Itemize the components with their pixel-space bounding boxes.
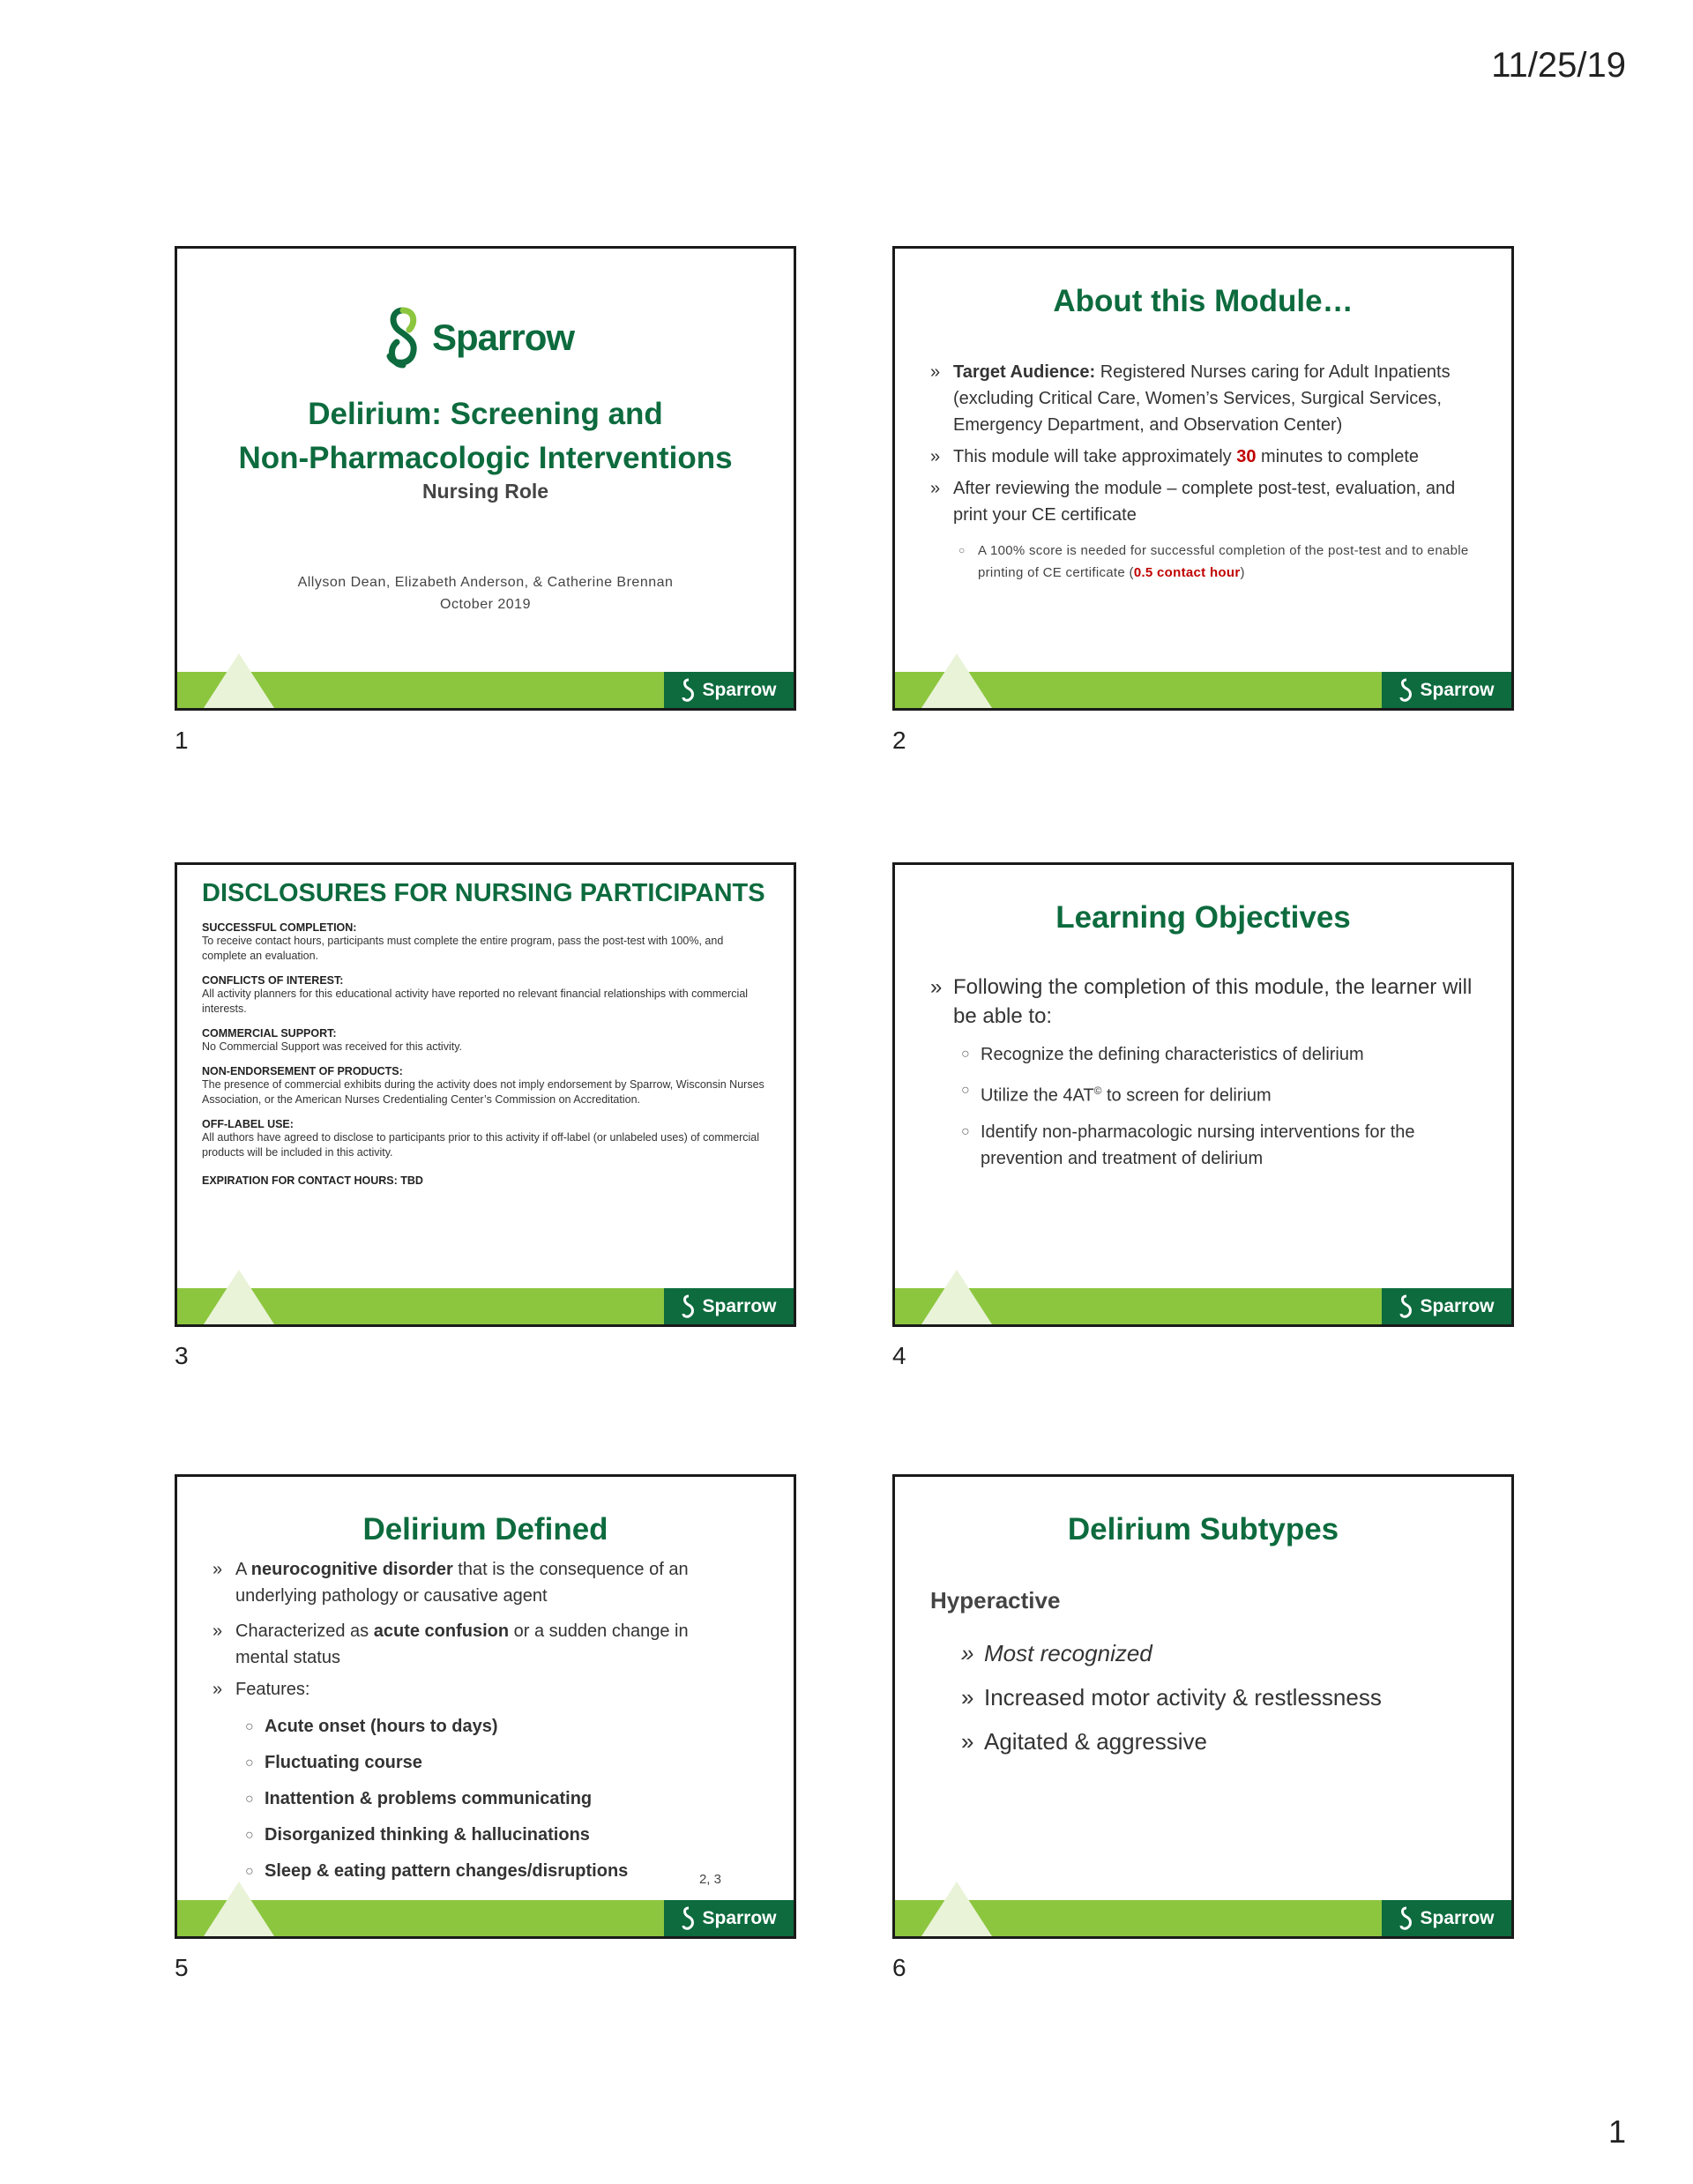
feature-item: ○ Acute onset (hours to days)	[245, 1709, 741, 1745]
bullet-duration: » This module will take approximately 30 minutes to complete	[930, 444, 1485, 470]
slide-4-title: Learning Objectives	[1055, 900, 1351, 935]
footer-logo: Sparrow	[664, 1900, 794, 1936]
slide-1-title-line1: Delirium: Screening and	[308, 397, 663, 431]
feature-item: ○ Sleep & eating pattern changes/disruptions	[245, 1853, 741, 1890]
slide-6-subtype: Hyperactive	[930, 1587, 1061, 1614]
disc-section: OFF-LABEL USE: All authors have agreed to disclose to participants prior to this activity if off-label (or unlabeled uses) of commercial products will be included in this activity.	[202, 1118, 760, 1159]
sparrow-logo	[383, 305, 574, 370]
slide-5	[175, 1474, 796, 1939]
footer-logo: Sparrow	[1382, 672, 1511, 708]
pillars-badge-icon	[921, 1270, 992, 1324]
bullet-after-review: » After reviewing the module – complete post-test, evaluation, and print your CE certificate	[930, 475, 1485, 528]
sparrow-mark-icon	[1398, 678, 1414, 703]
sparrow-mark-icon	[681, 1294, 697, 1319]
objective-item: ○ Identify non-pharmacologic nursing interventions for the prevention and treatment of delirium	[961, 1119, 1476, 1172]
feature-item: ○ Inattention & problems communicating	[245, 1781, 741, 1817]
slide-5-number: 5	[175, 1954, 189, 1981]
sub-bullet-score: ○ A 100% score is needed for successful completion of the post-test and to enable printing of CE certificate (0.5 contact hour)	[958, 540, 1476, 584]
bullet-intro: » Following the completion of this module, the learner will be able to:	[930, 973, 1476, 1031]
slide-4-number: 4	[892, 1342, 906, 1369]
slide-2-sub-bullets	[958, 540, 1476, 584]
slide-5-bullets	[213, 1556, 741, 1703]
slide-5-reference: 2, 3	[698, 1872, 721, 1887]
disc-section: NON-ENDORSEMENT OF PRODUCTS: The presence of commercial exhibits during the activity does not imply endorsement by Sparrow, Wisconsin Nurses Association, or the American Nurses Credentialing Center’s Commission on Accreditation.	[202, 1065, 764, 1106]
slide-4	[892, 862, 1514, 1327]
subtype-item: » Increased motor activity & restlessness	[961, 1675, 1476, 1719]
slide-2-bullets	[930, 359, 1485, 528]
sparrow-logo-icon	[383, 305, 423, 370]
slide-6	[892, 1474, 1514, 1939]
subtype-item: » Most recognized	[961, 1631, 1476, 1675]
slide-3-number: 3	[175, 1342, 189, 1369]
slide-2-title: About this Module…	[1053, 284, 1354, 318]
footer-logo: Sparrow	[1382, 1288, 1511, 1324]
pillars-badge-icon	[204, 653, 274, 708]
disc-section: SUCCESSFUL COMPLETION: To receive contact hours, participants must complete the entire program, pass the post-test with 100%, and complete an evaluation.	[202, 921, 724, 962]
slide-3-title: DISCLOSURES FOR NURSING PARTICIPANTS	[202, 879, 765, 907]
objective-item: ○ Recognize the defining characteristics of delirium	[961, 1041, 1476, 1068]
pillars-badge-icon	[204, 1270, 274, 1324]
slide-4-objectives	[961, 1041, 1476, 1172]
sparrow-mark-icon	[1398, 1294, 1414, 1319]
pillars-badge-icon	[921, 1882, 992, 1936]
sparrow-mark-icon	[1398, 1906, 1414, 1931]
bullet-acute-confusion: » Characterized as acute confusion or a sudden change in mental status	[213, 1618, 741, 1671]
slide-5-title: Delirium Defined	[362, 1512, 608, 1547]
footer-logo: Sparrow	[664, 1288, 794, 1324]
feature-item: ○ Fluctuating course	[245, 1745, 741, 1781]
slide-footer	[177, 1900, 794, 1936]
slide-3	[175, 862, 796, 1327]
disc-section: COMMERCIAL SUPPORT: No Commercial Support was received for this activity.	[202, 1027, 463, 1053]
disclosures-body	[202, 916, 767, 1187]
feature-item: ○ Disorganized thinking & hallucinations	[245, 1817, 741, 1853]
pillars-badge-icon	[921, 653, 992, 708]
disc-section: CONFLICTS OF INTEREST: All activity planners for this educational activity have reported no relevant financial relationships with commercial interests.	[202, 974, 749, 1015]
slide-6-number: 6	[892, 1954, 906, 1981]
footer-logo: Sparrow	[664, 672, 794, 708]
bullet-target-audience: » Target Audience: Registered Nurses caring for Adult Inpatients (excluding Critical Care, Women’s Services, Surgical Services, Emergency Department, and Observation Center)	[930, 359, 1485, 438]
slide-1-date: October 2019	[440, 597, 531, 612]
slide-5-features	[245, 1709, 741, 1890]
bullet-neurocognitive: » A neurocognitive disorder that is the consequence of an underlying pathology or causative agent	[213, 1556, 741, 1609]
footer-logo: Sparrow	[1382, 1900, 1511, 1936]
page-date: 11/25/19	[1491, 46, 1626, 85]
slide-6-items	[961, 1631, 1476, 1763]
disc-expiration: EXPIRATION FOR CONTACT HOURS: TBD	[202, 1174, 423, 1187]
slide-1-authors: Allyson Dean, Elizabeth Anderson, & Catherine Brennan	[297, 575, 674, 590]
slide-4-bullets	[930, 973, 1476, 1031]
slide-1-subtitle: Nursing Role	[421, 480, 549, 503]
slide-1-number: 1	[175, 727, 189, 754]
slide-2-number: 2	[892, 727, 906, 754]
sparrow-logo-text: Sparrow	[432, 317, 575, 358]
sparrow-mark-icon	[681, 678, 697, 703]
slide-6-title: Delirium Subtypes	[1067, 1512, 1339, 1547]
slide-footer	[895, 1900, 1511, 1936]
slide-footer	[895, 1288, 1511, 1324]
page-number: 1	[1607, 2113, 1626, 2150]
slide-1	[175, 246, 796, 711]
sparrow-mark-icon	[681, 1906, 697, 1931]
objective-item: ○ Utilize the 4AT© to screen for delirium	[961, 1077, 1476, 1109]
bullet-features: » Features:	[213, 1676, 741, 1703]
slide-footer	[895, 672, 1511, 708]
slide-1-title-line2: Non-Pharmacologic Interventions	[238, 441, 733, 475]
subtype-item: » Agitated & aggressive	[961, 1719, 1476, 1763]
slide-2	[892, 246, 1514, 711]
slide-footer	[177, 672, 794, 708]
slide-footer	[177, 1288, 794, 1324]
pillars-badge-icon	[204, 1882, 274, 1936]
